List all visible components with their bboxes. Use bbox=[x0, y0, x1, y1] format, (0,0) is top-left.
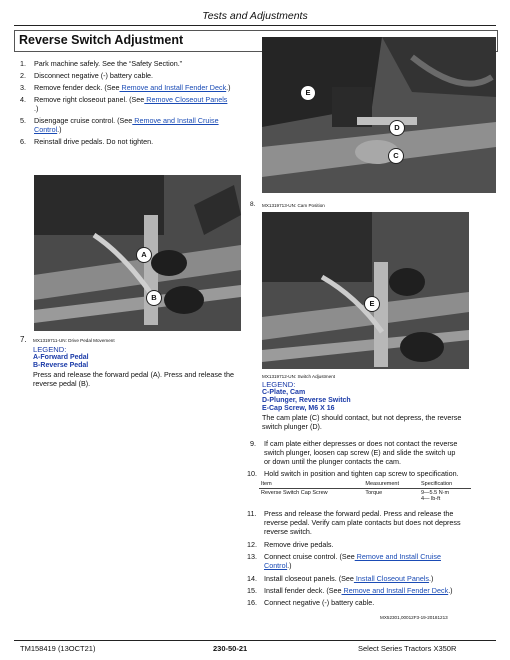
link-cruise-control-install[interactable]: Remove and Install Cruise bbox=[354, 552, 441, 561]
spec-header-measurement: Measurement bbox=[365, 481, 400, 487]
document-code: MX52301,00012F3-19-20181213 bbox=[380, 615, 448, 620]
legend-item-b: B-Reverse Pedal bbox=[33, 362, 89, 369]
legend-item-e: E-Cap Screw, M6 X 16 bbox=[262, 405, 335, 412]
link-install-fender-deck[interactable]: Remove and Install Fender Deck bbox=[341, 586, 449, 595]
figure-caption-switch-adjustment: MX1319712-UN: Switch Adjustment bbox=[262, 374, 336, 379]
legend-heading-right: LEGEND: bbox=[262, 380, 296, 389]
spec-header-specification: Specification bbox=[420, 481, 453, 487]
spec-table bbox=[259, 480, 471, 503]
spec-header-item: Item bbox=[261, 481, 272, 487]
step-2: 2. Disconnect negative (-) battery cable. bbox=[20, 71, 154, 80]
step-3: 3. Remove fender deck. (See Remove and Install Fender Deck.) bbox=[20, 83, 231, 92]
callout-b: B bbox=[146, 290, 162, 306]
step-7-text-2: reverse pedal (B). bbox=[33, 379, 91, 388]
legend-heading-left: LEGEND: bbox=[33, 345, 67, 354]
footer-tm-number: TM158419 (13OCT21) bbox=[20, 644, 96, 653]
legend-item-a: A-Forward Pedal bbox=[33, 354, 89, 361]
switch-adjustment-illustration bbox=[262, 212, 469, 369]
link-fender-deck[interactable]: Remove and Install Fender Deck bbox=[119, 83, 227, 92]
step-11: 11. Press and release the forward pedal. Press and release the reverse pedal. Verify cam plate contacts but does not depress reverse switch. bbox=[247, 509, 461, 536]
legend-item-d: D-Plunger, Reverse Switch bbox=[262, 397, 351, 404]
cam-position-illustration bbox=[262, 37, 496, 193]
page-title: Reverse Switch Adjustment bbox=[19, 33, 184, 47]
link-cruise-control[interactable]: Remove and Install Cruise bbox=[132, 116, 219, 125]
link-cruise-control-cont[interactable]: Control bbox=[34, 125, 58, 134]
link-install-closeout-panels[interactable]: Install Closeout Panels bbox=[353, 574, 430, 583]
link-closeout-panels[interactable]: Remove Closeout Panels bbox=[144, 95, 228, 104]
step-6: 6. Reinstall drive pedals. Do not tighten. bbox=[20, 137, 154, 146]
spec-cell-item: Reverse Switch Cap Screw bbox=[261, 490, 328, 496]
header-rule bbox=[14, 25, 496, 26]
step-7-text-1: Press and release the forward pedal (A). Press and release the bbox=[33, 370, 234, 379]
step-9: 9. If cam plate either depresses or does not contact the reverse switch plunger, loosen cap screw (E) and slide the switch up or down until the plunger contacts the cam. bbox=[250, 439, 458, 466]
cam-plate-note-2: switch plunger (D). bbox=[262, 422, 322, 431]
footer-rule bbox=[14, 640, 496, 641]
step-12: 12. Remove drive pedals. bbox=[247, 540, 334, 549]
step-14: 14. Install closeout panels. (See Install Closeout Panels.) bbox=[247, 574, 434, 583]
figure-caption-cam-position: MX1319713-UN: Cam Position bbox=[262, 203, 325, 208]
legend-item-c: C-Plate, Cam bbox=[262, 389, 306, 396]
step-10: 10. Hold switch in position and tighten cap screw to specification. bbox=[247, 469, 459, 478]
step-4: 4. Remove right closeout panel. (See Remove Closeout Panels .) bbox=[20, 95, 228, 113]
footer-page-number: 230-50-21 bbox=[213, 644, 248, 653]
callout-d: D bbox=[389, 120, 405, 136]
step-16: 16. Connect negative (-) battery cable. bbox=[247, 598, 375, 607]
switch-adjustment-photo bbox=[262, 212, 469, 369]
callout-c: C bbox=[388, 148, 404, 164]
figure-caption-drive-pedal: MX1319711-UN: Drive Pedal Movement bbox=[33, 338, 115, 343]
step-5: 5. Disengage cruise control. (See Remove and Install Cruise Control.) bbox=[20, 116, 219, 134]
callout-a: A bbox=[136, 247, 152, 263]
callout-e-top: E bbox=[300, 85, 316, 101]
footer-product: Select Series Tractors X350R bbox=[358, 644, 457, 653]
spec-cell-measurement: Torque bbox=[365, 490, 383, 496]
step-15: 15. Install fender deck. (See Remove and Install Fender Deck.) bbox=[247, 586, 453, 595]
step-13: 13. Connect cruise control. (See Remove and Install Cruise Control.) bbox=[247, 552, 441, 570]
section-header: Tests and Adjustments bbox=[202, 10, 308, 22]
step-8-number: 8. bbox=[250, 201, 256, 208]
spec-cell-specification: 9—5.5 N·m 4— lb-ft bbox=[420, 490, 450, 502]
step-7-number: 7. bbox=[20, 335, 27, 344]
step-1: 1. Park machine safely. See the “Safety Section.” bbox=[20, 59, 183, 68]
cam-position-photo bbox=[262, 37, 496, 193]
cam-plate-note-1: The cam plate (C) should contact, but not depress, the reverse bbox=[262, 413, 462, 422]
link-cruise-control-install-cont[interactable]: Control bbox=[264, 561, 288, 570]
drive-pedal-photo bbox=[34, 175, 241, 331]
callout-e-mid: E bbox=[364, 296, 380, 312]
